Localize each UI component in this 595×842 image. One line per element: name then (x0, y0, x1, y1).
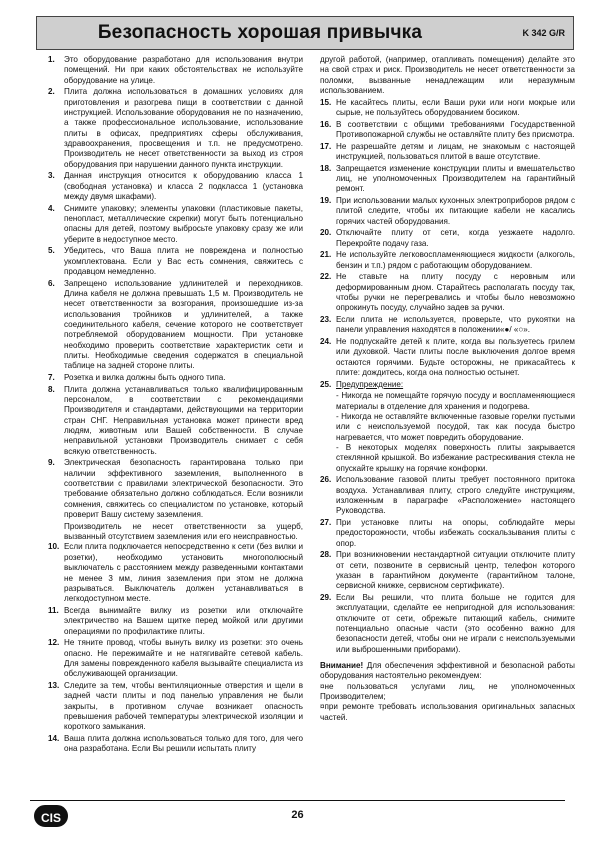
item-number: 28. (320, 550, 332, 560)
list-item (48, 55, 303, 86)
item-text: Плита должна устанавливаться только квалифицированным персоналом, в соответствии с рекомендациями Производителя и стандартами, действующими на территории стран СНГ. Неправильная установка может принести вред людям, животным или Вашей собственности. В случае неправильной установки Производитель снимает с себя всякую ответственность. (64, 384, 303, 456)
warning-sub-3: - В некоторых моделях поверхность плиты закрывается стеклянной крышкой. Во избежание растрескивания стекла не опускайте крышку на горячие конфорки. (336, 442, 575, 473)
list-item (320, 272, 575, 313)
list-item (320, 550, 575, 591)
item-text: В соответствии с общими требованиями Государственной Противопожарной службы не оставляйте плиту без присмотра. (336, 119, 575, 139)
list-item (320, 518, 575, 549)
item-number: 5. (48, 246, 55, 256)
item-text: Если плита подключается непосредственно к сети (без вилки и розетки), необходимо установить многополюсный выключатель с расстоянием между разведенными контактами не менее 3 мм, линия заземления при этом не должна разрываться. Выключатель должен устанавливаться в легкодоступном месте. (64, 542, 303, 604)
attention-line-1: ¤не пользоваться услугами лиц, не уполномоченных Производителем; (320, 681, 575, 702)
list-item (48, 542, 303, 604)
item-number: 13. (48, 680, 60, 690)
item-number: 24. (320, 336, 332, 346)
list-item (320, 315, 575, 336)
item-text: При возникновении нестандартной ситуации отключите плиту от сети, позвоните в сервисный центр, телефон которого указан в гарантийном документе (гарантийном талоне, сервисной книжке, сервисном сертификате). (336, 550, 575, 591)
item-number: 2. (48, 87, 55, 97)
item-number: 20. (320, 228, 332, 238)
warning-sub-2: - Никогда не оставляйте включенные газовые горелки пустыми или с неиспользуемой посудой, так как посуда быстро нагревается, что может повредить оборудование. (336, 411, 575, 442)
list-item (320, 250, 575, 271)
item-text: Запрещается изменение конструкции плиты и вмешательство лиц, не уполномоченных Производителем на гарантийный ремонт. (336, 163, 575, 194)
item-text: Не тяните провод, чтобы вынуть вилку из розетки: это очень опасно. Не пережимайте и не натягивайте сетевой кабель. Для замены поврежденного кабеля вызывайте специалиста из обслуживающей организации. (64, 638, 303, 679)
item-number: 19. (320, 195, 332, 205)
list-item (48, 458, 303, 520)
item-text: Не касайтесь плиты, если Ваши руки или ноги мокрые или сырые, не пользуйтесь оборудованием босиком. (336, 97, 575, 118)
right-list-b (320, 475, 575, 655)
attention-line-2: ¤при ремонте требовать использования оригинальных запасных частей. (320, 702, 575, 722)
page-number: 26 (291, 809, 304, 821)
item-number: 26. (320, 475, 332, 485)
item-number: 27. (320, 517, 332, 527)
item-number: 21. (320, 250, 332, 260)
list-item (48, 279, 303, 372)
list-item (48, 204, 303, 245)
item-number: 8. (48, 384, 55, 394)
list-item (48, 606, 303, 637)
item-text: Если плита не используется, проверьте, что рукоятки на панели управления находятся в положении«●/ «○». (336, 314, 575, 335)
continuation-text: другой работой, (например, отапливать помещения) делайте это на свой страх и риск. Производитель не несет ответственности за поломки, вызванные ненадлежащим или неразумным использованием. (320, 55, 575, 96)
item-number: 14. (48, 733, 60, 743)
list-item (48, 681, 303, 733)
right-column (320, 55, 575, 723)
footer-divider (30, 800, 565, 801)
cis-logo: CIS (34, 805, 68, 827)
warning-sub-1: - Никогда не помещайте горячую посуду и воспламеняющиеся материалы в отделение для хранения и подогрева. (336, 391, 575, 411)
list-item (320, 164, 575, 195)
list-item (48, 385, 303, 457)
list-item (48, 171, 303, 202)
page-title: Безопасность хорошая привычка (97, 22, 423, 43)
list-item (48, 246, 303, 277)
item-text: Запрещено использование удлинителей и переходников. Длина кабеля не должна превышать 1,5 м. Производитель не несет ответственности за возгорания, произошедшие из-за использования тройников и удлинителей, а также соединительного кабеля, сечение которого не соответствует потребляемой оборудованием мощности. При установке необходимо проверить соответствие характеристик сети и плиты. Необходимые сведения содержатся в специальной таблице на задней стороне плиты. (64, 278, 303, 371)
list-item (48, 87, 303, 170)
item-text: Не подпускайте детей к плите, когда вы пользуетесь грилем или духовкой. Части плиты после выключения долгое время остаются горячими. Будьте осторожны, не прикасайтесь к плите: дождитесь, когда она полностью остынет. (336, 336, 575, 377)
attention-text: Для обеспечения эффективной и безопасной работы оборудования настоятельно рекомендуем: (320, 661, 575, 681)
right-list-a (320, 98, 575, 379)
item-text: Всегда вынимайте вилку из розетки или отключайте электричество на Вашем щитке перед мойкой или другими операциями по профилактике плиты. (64, 605, 303, 636)
page-header (36, 16, 574, 50)
list-item (320, 98, 575, 119)
item-number: 12. (48, 638, 60, 648)
item-number: 22. (320, 272, 332, 282)
item-text: Отключайте плиту от сети, когда уезжаете надолго. Перекройте подачу газа. (336, 228, 575, 248)
item-number: 29. (320, 592, 332, 602)
model-code: K 342 G/R (522, 28, 565, 38)
item-text: Следите за тем, чтобы вентиляционные отверстия и щели в задней части плиты и под панелью управления не были закрыты, в противном случае возникает опасность превышения рабочей температуры электрической изоляции и короткого замыкания. (64, 680, 303, 732)
item-text: Не разрешайте детям и лицам, не знакомым с настоящей инструкцией, пользоваться плитой в ваше отсутствие. (336, 141, 575, 161)
warning-heading: Предупреждение: (336, 379, 404, 389)
item-number: 23. (320, 314, 332, 324)
item-text: Использование газовой плиты требует постоянного притока воздуха. Устанавливая плиту, строго следуйте инструкциям, изложенным в параграфе «Расположение» настоящего Руководства. (336, 475, 575, 516)
list-item (320, 228, 575, 249)
item-text: Ваша плита должна использоваться только для того, для чего она разработана. Если Вы решили испытать плиту (64, 733, 303, 754)
item-number: 1. (48, 55, 55, 64)
item-text: При установке плиты на опоры, соблюдайте меры предосторожности, чтобы избежать соскальзывания плиты с опор. (336, 517, 575, 548)
list-item (48, 373, 303, 383)
item-number: 16. (320, 119, 332, 129)
item-number: 9. (48, 458, 55, 468)
list-item (320, 120, 575, 141)
item-text: Электрическая безопасность гарантирована только при наличии эффективного заземления, выполненного в соответствии с правилами электрической безопасности. Это требование обязательно должно соблюдаться. Если возникли сомнения, свяжитесь со специалистом по установке, который проверит Вашу систему заземления. (64, 458, 303, 520)
item-text: При использовании малых кухонных электроприборов рядом с плитой следите, чтобы их питающие кабели не касались горячих частей оборудования. (336, 195, 575, 226)
item-number: 17. (320, 141, 332, 151)
item-number: 15. (320, 97, 332, 107)
item-text: Плита должна использоваться в домашних условиях для приготовления и разогрева пищи в соответствии с данной инструкцией. Использование оборудования не по назначению, а также профессиональное использование, использование плиты в офисах, предприятиях сферы обслуживания, здравоохранения, просвещения и т.п. не предусмотрено. Производитель не несет ответственности за выход из строя оборудования при нарушении данного пункта инструкции. (64, 87, 303, 169)
item-number: 25. (320, 379, 332, 389)
item-text: Не используйте легковоспламеняющиеся жидкости (алкоголь, бензин и т.п.) рядом с работающим оборудованием. (336, 250, 575, 270)
item-number: 18. (320, 163, 332, 173)
attention-title: Внимание! (320, 661, 364, 670)
item-text: Это оборудование разработано для использования внутри помещений. Ни при каких обстоятельствах не используйте оборудование на улице. (64, 55, 303, 85)
item-number: 7. (48, 373, 55, 383)
list-item-warning (320, 380, 575, 390)
item-text: Розетка и вилка должны быть одного типа. (64, 373, 226, 383)
item-number: 4. (48, 203, 55, 213)
list-item (320, 196, 575, 227)
left-column (48, 55, 303, 756)
item-text: Если Вы решили, что плита больше не годится для эксплуатации, сделайте ее непригодной для использования: отключите от сети, обрежьте питающий кабель, снимите потенциально опасные части (это особенно важно для безопасности детей, чтобы они не играли с неиспользуемыми или выброшенными приборами). (336, 592, 575, 654)
item-number: 11. (48, 605, 59, 615)
item-text: Убедитесь, что Ваша плита не повреждена и полностью укомплектована. Если у Вас есть сомнения, свяжитесь с продавцом немедленно. (64, 246, 303, 277)
list-item (320, 475, 575, 516)
item-number: 10. (48, 542, 60, 552)
item-text: Снимите упаковку; элементы упаковки (пластиковые пакеты, пенопласт, металлические скрепки) могут быть потенциально опасны для детей, поэтому выбросьте упаковку сразу же или уберите в недоступное место. (64, 203, 303, 244)
list-item (320, 337, 575, 378)
list-item (48, 638, 303, 679)
item-text: Данная инструкция относится к оборудованию класса 1 (свободная установка) и класса 2 подкласса 1 (установка между двумя шкафами). (64, 171, 303, 202)
item-continuation: Производитель не несет ответственности за ущерб, вызванный отсутствием заземления или его неисправностью. (64, 521, 303, 542)
list-item (48, 734, 303, 755)
item-number: 3. (48, 171, 55, 181)
list-item (320, 142, 575, 163)
item-text: Не ставьте на плиту посуду с неровным или деформированным дном. Старайтесь располагать посуду так, чтобы ручки не перегревались и чтобы было невозможно опрокинуть посуду, случайно задев за ручки. (336, 272, 575, 313)
attention-block (320, 661, 575, 723)
item-number: 6. (48, 278, 55, 288)
list-item (320, 593, 575, 655)
